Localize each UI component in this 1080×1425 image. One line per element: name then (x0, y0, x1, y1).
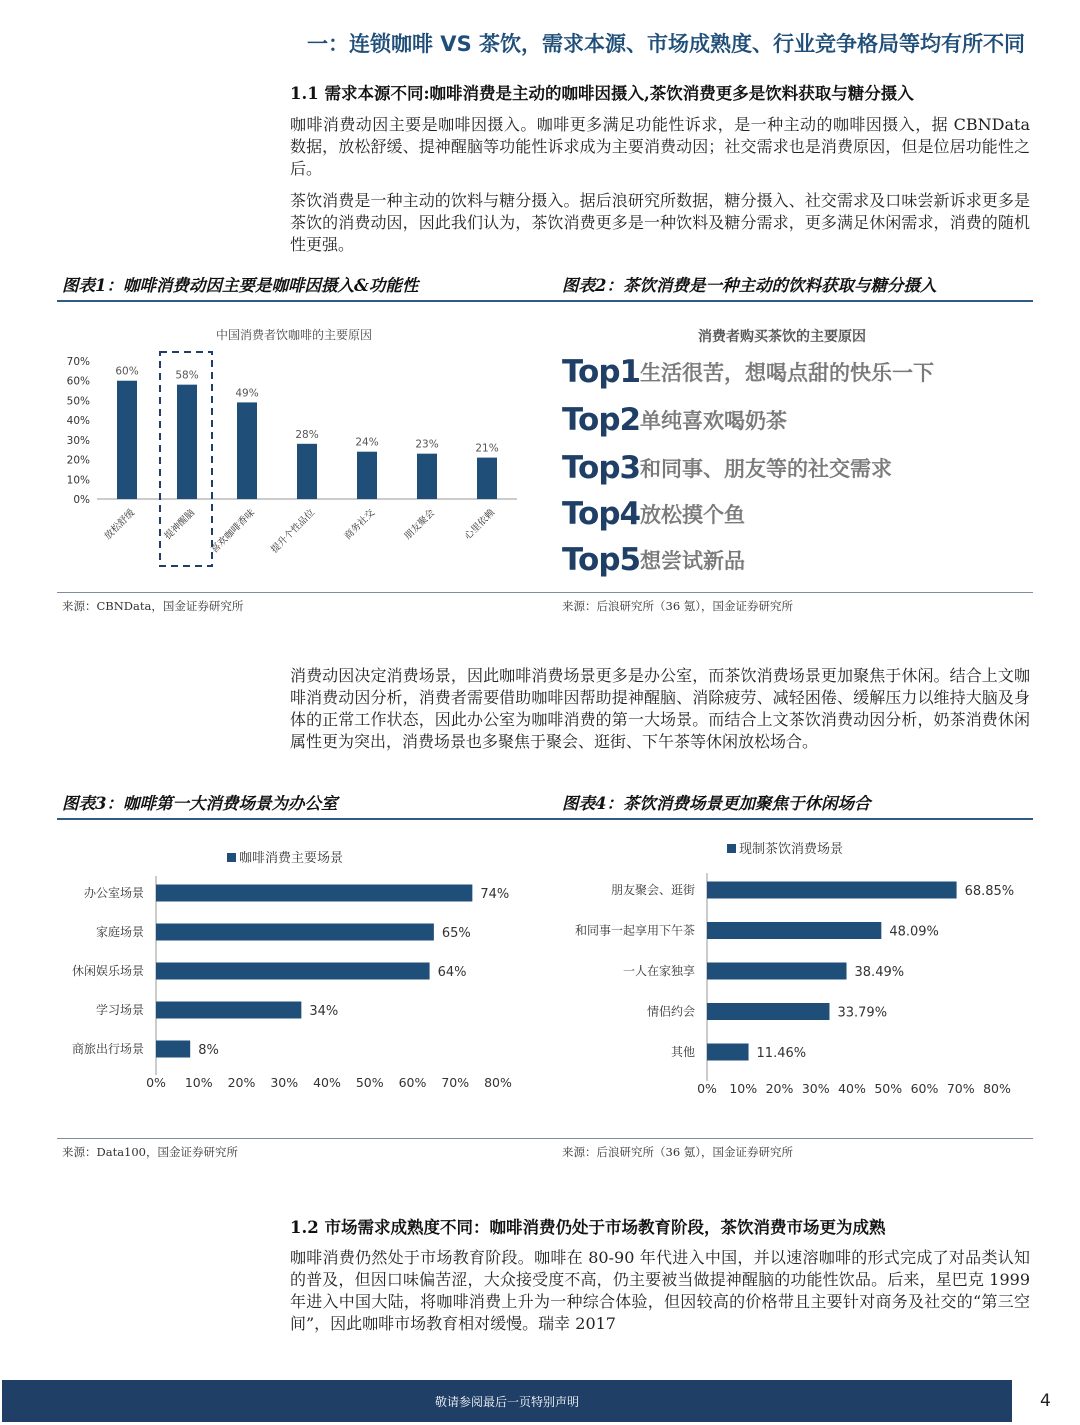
data-label: 8% (198, 1043, 219, 1058)
legend-swatch (727, 844, 736, 853)
bar (177, 385, 197, 499)
x-tick-label: 心里依赖 (462, 507, 498, 543)
data-label: 23% (415, 438, 439, 451)
y-tick-label: 办公室场景 (83, 886, 144, 900)
page-number: 4 (1040, 1391, 1051, 1411)
x-tick-label: 60% (398, 1075, 427, 1090)
reason-rank: Top5 (562, 542, 641, 578)
y-tick-label: 40% (66, 415, 90, 428)
x-tick-label: 0% (146, 1075, 166, 1090)
reason-item-1 (562, 354, 934, 390)
data-label: 38.49% (854, 965, 905, 980)
x-tick-label: 商务社交 (342, 507, 378, 543)
reason-rank: Top3 (562, 450, 641, 486)
bar (357, 452, 377, 499)
y-tick-label: 一人在家独享 (622, 964, 695, 978)
figure1-source: 来源：CBNData，国金证券研究所 (62, 599, 244, 613)
y-tick-label: 30% (66, 434, 90, 447)
bar (156, 885, 472, 902)
reason-text: 放松摸个鱼 (640, 503, 745, 527)
reason-item-3 (562, 450, 892, 486)
figure4-chart (557, 830, 1033, 1102)
figure1-title: 图表1：咖啡消费动因主要是咖啡因摄入&功能性 (62, 276, 419, 295)
figure3-chart (57, 836, 537, 1102)
y-tick-label: 其他 (670, 1045, 695, 1059)
bar (297, 444, 317, 499)
y-tick-label: 朋友聚会、逛街 (610, 883, 695, 897)
figure-row1-top-rule (57, 300, 1033, 302)
x-tick-label: 40% (313, 1075, 341, 1090)
y-tick-label: 20% (66, 454, 90, 467)
reason-rank: Top2 (562, 402, 641, 438)
x-tick-label: 70% (441, 1075, 470, 1090)
y-tick-label: 60% (66, 375, 90, 388)
bar (117, 381, 137, 499)
bar (237, 402, 257, 499)
x-tick-label: 放松舒缓 (102, 507, 138, 543)
figure-row2-top-rule (57, 818, 1033, 820)
figure2-title: 图表2：茶饮消费是一种主动的饮料获取与糖分摄入 (562, 276, 937, 295)
y-tick-label: 家庭场景 (95, 925, 144, 939)
y-tick-label: 情侣约会 (646, 1004, 695, 1019)
legend-swatch (227, 853, 236, 862)
data-label: 21% (475, 442, 499, 455)
bar (156, 1002, 301, 1019)
x-tick-label: 提升个性品位 (269, 507, 318, 556)
x-tick-label: 朋友聚会 (402, 507, 438, 543)
bar (707, 963, 847, 980)
reason-item-2 (562, 402, 787, 438)
paragraph-3: 消费动因决定消费场景，因此咖啡消费场景更多是办公室，而茶饮消费场景更加聚焦于休闲。结合上文咖啡消费动因分析，消费者需要借助咖啡因帮助提神醒脑、消除疲劳、减轻困倦、缓解压力以维持大脑及身体的正常工作状态，因此办公室为咖啡消费的第一大场景。而结合上文茶饮消费动因分析，奶茶消费休闲属性更为突出，消费场景也多聚焦于聚会、逛街、下午茶等休闲放松场合。 (290, 666, 1030, 751)
bar (707, 922, 881, 939)
paragraph-2: 茶饮消费是一种主动的饮料与糖分摄入。据后浪研究所数据，糖分摄入、社交需求及口味尝新诉求更多是茶饮的消费动因，因此我们认为，茶饮消费更多是一种饮料及糖分需求，更多满足休闲需求，消费的随机性更强。 (290, 191, 1030, 254)
figure-row2-bottom-rule (57, 1138, 1033, 1139)
reason-item-4 (562, 496, 745, 532)
section-heading-1-2: 1.2 市场需求成熟度不同：咖啡消费仍处于市场教育阶段，茶饮消费市场更为成熟 (290, 1218, 886, 1237)
chart-title: 中国消费者饮咖啡的主要原因 (215, 328, 373, 342)
reason-text: 单纯喜欢喝奶茶 (640, 409, 787, 433)
figure3-title: 图表3：咖啡第一大消费场景为办公室 (62, 794, 338, 813)
data-label: 74% (480, 887, 510, 902)
section-heading-1-1: 1.1 需求本源不同:咖啡消费是主动的咖啡因摄入,茶饮消费更多是饮料获取与糖分摄入 (290, 84, 914, 103)
y-tick-label: 和同事一起享用下午茶 (574, 923, 695, 938)
data-label: 48.09% (889, 924, 939, 940)
bar (417, 454, 437, 499)
reason-text: 生活很苦，想喝点甜的快乐一下 (640, 361, 934, 385)
legend-label: 现制茶饮消费场景 (739, 842, 844, 857)
reason-rank: Top4 (562, 496, 641, 532)
data-label: 11.46% (756, 1046, 807, 1061)
x-tick-label: 80% (983, 1081, 1011, 1096)
y-tick-label: 70% (66, 356, 90, 368)
y-tick-label: 10% (66, 474, 90, 487)
x-tick-label: 70% (946, 1081, 975, 1096)
x-tick-label: 30% (801, 1081, 830, 1096)
bar (156, 963, 430, 980)
reason-text: 和同事、朋友等的社交需求 (640, 457, 892, 481)
figure2-heading: 消费者购买茶饮的主要原因 (698, 329, 866, 345)
x-tick-label: 80% (484, 1075, 512, 1090)
figure1-chart (57, 318, 537, 580)
bar (707, 1003, 829, 1020)
paragraph-4: 咖啡消费仍然处于市场教育阶段。咖啡在 80-90 年代进入中国，并以速溶咖啡的形式完成了对品类认知的普及，但因口味偏苦涩，大众接受度不高，仍主要被当做提神醒脑的功能性饮品。后来，星巴克 1999 年进入中国大陆，将咖啡消费上升为一种综合体验，但因较高的价格带且主要针对商务及社交的“第三空间”，因此咖啡市场教育相对缓慢。瑞幸 2017 (290, 1248, 1030, 1333)
reason-rank: Top1 (562, 354, 641, 390)
x-tick-label: 20% (227, 1075, 256, 1090)
x-tick-label: 60% (910, 1081, 939, 1096)
bar (156, 924, 434, 941)
x-tick-label: 30% (270, 1075, 299, 1090)
x-tick-label: 10% (729, 1081, 758, 1096)
y-tick-label: 休闲娱乐场景 (71, 964, 144, 978)
figure4-title: 图表4：茶饮消费场景更加聚焦于休闲场合 (562, 794, 871, 813)
bar (707, 1044, 749, 1061)
data-label: 58% (175, 369, 199, 382)
figure-row1-bottom-rule (57, 592, 1033, 593)
legend-label: 咖啡消费主要场景 (239, 851, 344, 866)
x-tick-label: 50% (355, 1075, 384, 1090)
data-label: 49% (235, 387, 259, 400)
reason-text: 想尝试新品 (640, 549, 745, 573)
x-tick-label: 喜欢咖啡香味 (209, 507, 258, 556)
x-tick-label: 10% (184, 1075, 213, 1090)
data-label: 33.79% (837, 1005, 888, 1021)
data-label: 28% (295, 428, 319, 441)
data-label: 60% (115, 365, 139, 378)
bar (477, 458, 497, 499)
x-tick-label: 40% (838, 1081, 866, 1096)
x-tick-label: 提神醒脑 (162, 507, 198, 543)
y-tick-label: 商旅出行场景 (71, 1042, 144, 1056)
reason-item-5 (562, 542, 745, 578)
footer-bar (2, 1380, 1012, 1422)
footer-disclaimer: 敬请参阅最后一页特别声明 (434, 1394, 579, 1409)
data-label: 64% (437, 965, 467, 980)
paragraph-1: 咖啡消费动因主要是咖啡因摄入。咖啡更多满足功能性诉求，是一种主动的咖啡因摄入，据 CBNData 数据，放松舒缓、提神醒脑等功能性诉求成为主要消费动因；社交需求也是消费原因，但是位居功能性之后。 (290, 115, 1030, 178)
y-tick-label: 学习场景 (95, 1003, 144, 1017)
figure4-source: 来源：后浪研究所（36 氪），国金证券研究所 (562, 1145, 794, 1159)
bar (156, 1041, 190, 1058)
data-label: 34% (309, 1004, 339, 1019)
page-title: 一：连锁咖啡 VS 茶饮，需求本源、市场成熟度、行业竞争格局等均有所不同 (307, 32, 1025, 56)
data-label: 65% (441, 926, 471, 941)
x-tick-label: 20% (765, 1081, 794, 1096)
x-tick-label: 0% (697, 1081, 717, 1096)
bar (707, 882, 957, 899)
data-label: 68.85% (964, 884, 1015, 899)
figure2-source: 来源：后浪研究所（36 氪），国金证券研究所 (562, 599, 794, 613)
x-tick-label: 50% (874, 1081, 903, 1096)
y-tick-label: 0% (73, 494, 90, 506)
figure3-source: 来源：Data100，国金证券研究所 (62, 1145, 239, 1159)
y-tick-label: 50% (66, 395, 90, 408)
data-label: 24% (355, 436, 379, 449)
